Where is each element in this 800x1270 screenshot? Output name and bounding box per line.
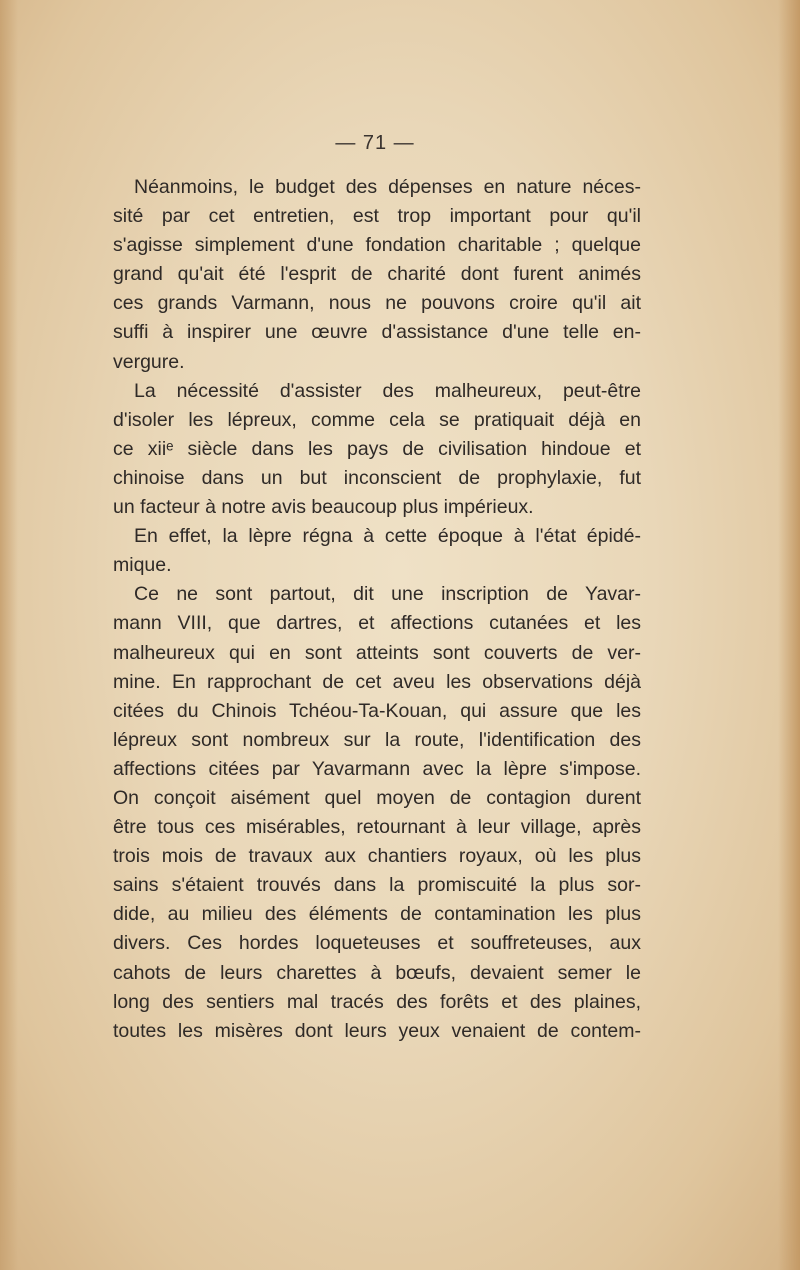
text-line: ces grands Varmann, nous ne pouvons croire qu'il ait	[113, 292, 641, 315]
text-line: long des sentiers mal tracés des forêts et des plaines,	[113, 990, 641, 1013]
paragraph	[113, 580, 641, 1046]
text-line: citées du Chinois Tchéou-Ta-Kouan, qui assure que les	[113, 699, 641, 722]
text-line: toutes les misères dont leurs yeux venaient de contem-	[113, 1019, 641, 1042]
page-edge-shadow-left	[0, 0, 18, 1270]
text-line: Ce ne sont partout, dit une inscription de Yavar-	[134, 583, 641, 606]
text-line: sité par cet entretien, est trop important pour qu'il	[113, 205, 641, 228]
page-number: — 71 —	[335, 132, 415, 154]
text-line: En effet, la lèpre régna à cette époque à l'état épidé-	[134, 525, 641, 548]
paragraph	[113, 522, 641, 580]
text-line: ce xiiᵉ siècle dans les pays de civilisation hindoue et	[113, 437, 641, 460]
text-line: être tous ces misérables, retournant à leur village, après	[113, 816, 641, 839]
body-text	[113, 173, 641, 1046]
text-line: trois mois de travaux aux chantiers royaux, où les plus	[113, 845, 641, 868]
paragraph	[113, 377, 641, 522]
text-line: mique.	[113, 554, 172, 577]
text-line: suffi à inspirer une œuvre d'assistance d'une telle en-	[113, 321, 641, 344]
text-line: La nécessité d'assister des malheureux, peut-être	[134, 379, 641, 402]
text-line: un facteur à notre avis beaucoup plus impérieux.	[113, 496, 534, 519]
paragraph	[113, 173, 641, 377]
text-line: d'isoler les lépreux, comme cela se pratiquait déjà en	[113, 408, 641, 431]
text-line: grand qu'ait été l'esprit de charité dont furent animés	[113, 263, 641, 286]
text-line: On conçoit aisément quel moyen de contagion durent	[113, 786, 641, 809]
page-edge-shadow-right	[778, 0, 800, 1270]
text-line: Néanmoins, le budget des dépenses en nature néces-	[134, 176, 641, 198]
text-line: s'agisse simplement d'une fondation charitable ; quelque	[113, 234, 641, 257]
text-line: sains s'étaient trouvés dans la promiscuité la plus sor-	[113, 874, 641, 897]
text-line: affections citées par Yavarmann avec la lèpre s'impose.	[113, 757, 641, 780]
text-line: malheureux qui en sont atteints sont couverts de ver-	[113, 641, 641, 664]
text-line: mine. En rapprochant de cet aveu les observations déjà	[113, 670, 641, 693]
text-line: divers. Ces hordes loqueteuses et souffreteuses, aux	[113, 932, 641, 955]
text-line: mann VIII, que dartres, et affections cutanées et les	[113, 612, 641, 635]
text-line: lépreux sont nombreux sur la route, l'identification des	[113, 728, 641, 751]
text-line: chinoise dans un but inconscient de prophylaxie, fut	[113, 466, 641, 489]
text-line: cahots de leurs charettes à bœufs, devaient semer le	[113, 961, 641, 984]
text-line: dide, au milieu des éléments de contamination les plus	[113, 903, 641, 926]
text-line: vergure.	[113, 350, 185, 373]
